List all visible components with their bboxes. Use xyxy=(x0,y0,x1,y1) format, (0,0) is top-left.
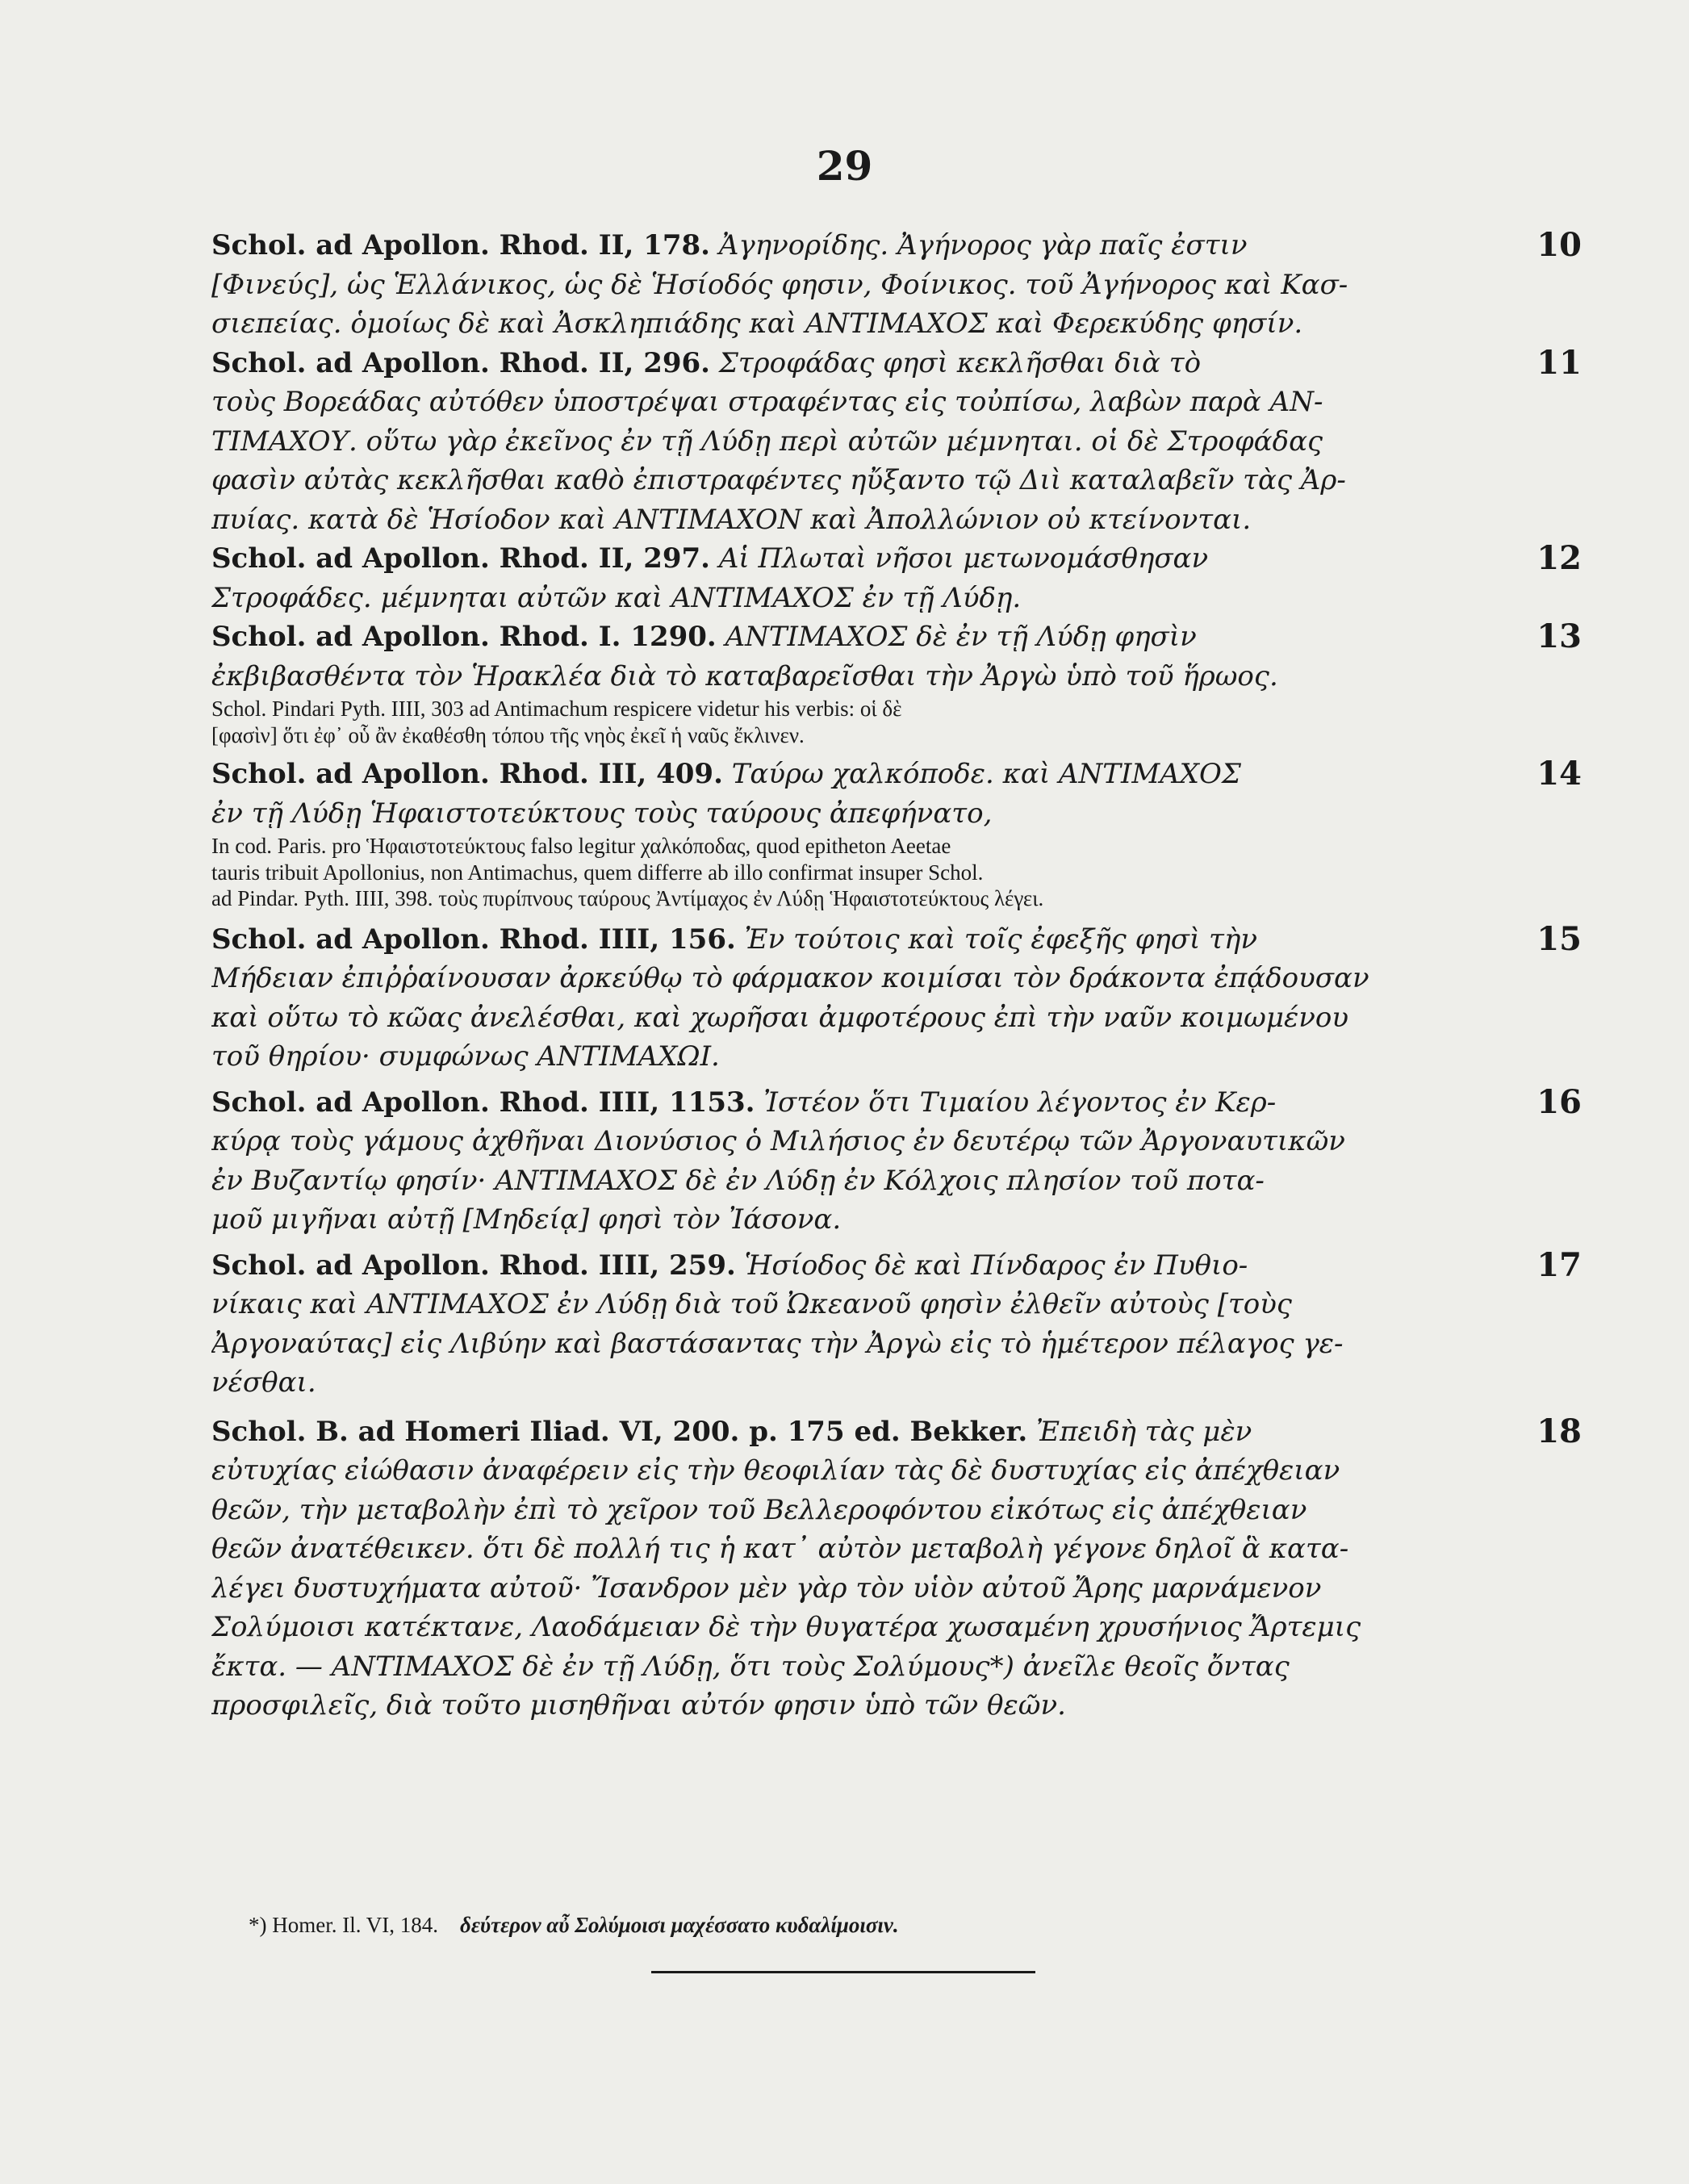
greek-text: ΤΙΜΑΧΟΥ. οὕτω γὰρ ἐκεῖνος ἐν τῇ Λύδῃ περὶ αὐτῶν μέμνηται. οἱ δὲ Στροφάδας xyxy=(211,425,1323,458)
greek-text: νίκαις καὶ ΑΝΤΙΜΑΧΟΣ ἐν Λύδῃ διὰ τοῦ Ὠκεανοῦ φησὶν ἐλθεῖν αὐτοὺς [τοὺς xyxy=(211,1288,1292,1320)
text-column xyxy=(211,226,1582,1726)
greek-text: Σολύμοισι κατέκτανε, Λαοδάμειαν δὲ τὴν θυγατέρα χωσαμένη χρυσήνιος Ἄρτεμις xyxy=(211,1611,1361,1643)
fragment-number: 15 xyxy=(1536,919,1582,958)
fragment-entry xyxy=(211,1412,1582,1726)
fragment-entry xyxy=(211,1245,1582,1403)
scholium-reference: Schol. ad Apollon. Rhod. III, 409. xyxy=(211,758,723,790)
fragment-number: 12 xyxy=(1536,539,1582,577)
fragment-entry xyxy=(211,755,1582,912)
greek-text: καὶ οὕτω τὸ κῶας ἀνελέσθαι, καὶ χωρῆσαι ἀμφοτέρους ἐπὶ τὴν ναῦν κοιμωμένου xyxy=(211,1001,1349,1034)
greek-text: λέγει δυστυχήματα αὐτοῦ· Ἴσανδρον μὲν γὰρ τὸν υἱὸν αὐτοῦ Ἄρης μαρνάμενον xyxy=(211,1571,1322,1605)
greek-text: σιεπείας. ὁμοίως δὲ καὶ Ἀσκληπιάδης καὶ ΑΝΤΙΜΑΧΟΣ καὶ Φερεκύδης φησίν. xyxy=(211,308,1303,340)
greek-text: κύρᾳ τοὺς γάμους ἀχθῆναι Διονύσιος ὁ Μιλήσιος ἐν δευτέρῳ τῶν Ἀργοναυτικῶν xyxy=(211,1125,1345,1157)
greek-text: φασὶν αὐτὰς κεκλῆσθαι καθὸ ἐπιστραφέντες ηὔξαντο τῷ Διὶ καταλαβεῖν τὰς Ἀρ- xyxy=(211,464,1346,496)
entry-line xyxy=(211,344,1535,383)
greek-text: πυίας. κατὰ δὲ Ἡσίοδον καὶ ΑΝΤΙΜΑΧΟΝ καὶ Ἀπολλώνιον οὐ κτείνονται. xyxy=(211,503,1252,536)
greek-text: Ἰστέον ὅτι Τιμαίου λέγοντος ἐν Κερ- xyxy=(763,1086,1277,1119)
greek-text: τοῦ θηρίου· συμφώνως ΑΝΤΙΜΑΧΩΙ. xyxy=(211,1040,720,1073)
greek-text: Ἐπειδὴ τὰς μὲν xyxy=(1036,1415,1252,1448)
editor-note: tauris tribuit Apollonius, non Antimachus, quem differre ab illo confirmat insuper Schol. xyxy=(211,860,984,885)
fragment-number: 11 xyxy=(1536,343,1582,382)
greek-text: ΑΝΤΙΜΑΧΟΣ δὲ ἐν τῇ Λύδῃ φησὶν xyxy=(725,621,1197,653)
greek-text: ἔκτα. — ΑΝΤΙΜΑΧΟΣ δὲ ἐν τῇ Λύδῃ, ὅτι τοὺς Σολύμους*) ἀνεῖλε θεοῖς ὄντας xyxy=(211,1650,1290,1683)
entry-line xyxy=(211,1412,1535,1452)
greek-text: ἐν Βυζαντίῳ φησίν· ΑΝΤΙΜΑΧΟΣ δὲ ἐν Λύδῃ ἐν Κόλχοις πλησίον τοῦ ποτα- xyxy=(211,1164,1265,1197)
greek-text: ἐν τῇ Λύδῃ Ἡφαιστοτεύκτους τοὺς ταύρους ἀπεφήνατο, xyxy=(211,797,993,830)
entry-line xyxy=(211,226,1535,266)
greek-text: Ἡσίοδος δὲ καὶ Πίνδαρος ἐν Πυθιο- xyxy=(744,1249,1248,1282)
entry-line xyxy=(211,539,1535,579)
greek-text: Στροφάδες. μέμνηται αὐτῶν καὶ ΑΝΤΙΜΑΧΟΣ ἐν τῇ Λύδῃ. xyxy=(211,581,1022,614)
greek-text: Ταύρω χαλκόποδε. καὶ ΑΝΤΙΜΑΧΟΣ xyxy=(731,758,1241,790)
entry-line xyxy=(211,1246,1535,1286)
greek-text: εὐτυχίας εἰώθασιν ἀναφέρειν εἰς τὴν θεοφιλίαν τὰς δὲ δυστυχίας εἰς ἀπέχθειαν xyxy=(211,1454,1340,1487)
entry-line xyxy=(211,1083,1535,1123)
editor-note: [φασὶν] ὅτι ἐφ᾽ οὗ ἂν ἐκαθέσθη τόπου τῆς νηὸς ἐκεῖ ἡ ναῦς ἔκλινεν. xyxy=(211,722,805,747)
greek-text: τοὺς Βορεάδας αὐτόθεν ὑποστρέψαι στραφέντας εἰς τοὐπίσω, λαβὼν παρὰ ΑΝ- xyxy=(211,386,1323,418)
fragment-number: 18 xyxy=(1536,1412,1582,1450)
greek-text: Ἀργοναύτας] εἰς Λιβύην καὶ βαστάσαντας τὴν Ἀργὼ εἰς τὸ ἡμέτερον πέλαγος γε- xyxy=(211,1327,1344,1360)
scholium-reference: Schol. ad Apollon. Rhod. IIII, 259. xyxy=(211,1249,736,1282)
fragment-number: 17 xyxy=(1536,1245,1582,1284)
scholium-reference: Schol. ad Apollon. Rhod. II, 296. xyxy=(211,346,711,379)
scholium-reference: Schol. ad Apollon. Rhod. II, 178. xyxy=(211,229,711,261)
greek-text: Ἀγηνορίδης. Ἀγήνορος γὰρ παῖς ἐστιν xyxy=(718,229,1248,261)
greek-text: Μήδειαν ἐπιῤῥαίνουσαν ἀρκεύθῳ τὸ φάρμακον κοιμίσαι τὸν δράκοντα ἐπᾴδουσαν xyxy=(211,962,1369,994)
scholium-reference: Schol. B. ad Homeri Iliad. VI, 200. p. 175 ed. Bekker. xyxy=(211,1415,1028,1448)
fragment-entry xyxy=(211,226,1582,344)
footnote-reference: *) Homer. Il. VI, 184. xyxy=(249,1913,438,1937)
editor-note: ad Pindar. Pyth. IIII, 398. τοὺς πυρίπνους ταύρους Ἀντίμαχος ἐν Λύδῃ Ἡφαιστοτεύκτους λέγει. xyxy=(211,886,1044,910)
footer-rule xyxy=(651,1971,1035,1973)
fragment-number: 14 xyxy=(1536,755,1582,793)
entry-line xyxy=(211,617,1535,657)
fragment-entry xyxy=(211,617,1582,748)
greek-text: θεῶν, τὴν μεταβολὴν ἐπὶ τὸ χεῖρον τοῦ Βελλεροφόντου εἰκότως εἰς ἀπέχθειαν xyxy=(211,1493,1307,1526)
fragment-entry xyxy=(211,919,1582,1077)
page-number: 29 xyxy=(816,142,873,190)
greek-text: νέσθαι. xyxy=(211,1366,316,1399)
scholium-reference: Schol. ad Apollon. Rhod. IIII, 156. xyxy=(211,923,736,956)
greek-text: Στροφάδας φησὶ κεκλῆσθαι διὰ τὸ xyxy=(718,346,1202,379)
footnote-text: δεύτερον αὖ Σολύμοισι μαχέσσατο κυδαλίμοισιν. xyxy=(459,1913,899,1937)
editor-note: Schol. Pindari Pyth. IIII, 303 ad Antimachum respicere videtur his verbis: οἱ δὲ xyxy=(211,697,902,721)
editor-note: In cod. Paris. pro Ἡφαιστοτεύκτους falso legitur χαλκόποδας, quod epitheton Aeetae xyxy=(211,834,951,858)
entry-line xyxy=(211,920,1535,960)
greek-text: προσφιλεῖς, διὰ τοῦτο μισηθῆναι αὐτόν φησιν ὑπὸ τῶν θεῶν. xyxy=(211,1689,1066,1722)
greek-text: Ἐν τούτοις καὶ τοῖς ἐφεξῆς φησὶ τὴν xyxy=(744,923,1257,956)
greek-text: Αἱ Πλωταὶ νῆσοι μετωνομάσθησαν xyxy=(718,542,1209,575)
scholium-reference: Schol. ad Apollon. Rhod. IIII, 1153. xyxy=(211,1086,755,1119)
greek-text: [Φινεύς], ὡς Ἑλλάνικος, ὡς δὲ Ἡσίοδός φησιν, Φοίνικος. τοῦ Ἀγήνορος καὶ Κασ- xyxy=(211,268,1348,301)
greek-text: θεῶν ἀνατέθεικεν. ὅτι δὲ πολλή τις ἡ κατ᾽ αὐτὸν μεταβολὴ γέγονε δηλοῖ ἃ κατα- xyxy=(211,1533,1349,1565)
entry-line xyxy=(211,755,1535,794)
fragment-number: 13 xyxy=(1536,617,1582,655)
scholium-reference: Schol. ad Apollon. Rhod. II, 297. xyxy=(211,542,711,575)
footnote xyxy=(249,1913,1459,1938)
fragment-number: 10 xyxy=(1536,226,1582,264)
greek-text: ἐκβιβασθέντα τὸν Ἡρακλέα διὰ τὸ καταβαρεῖσθαι τὴν Ἀργὼ ὑπὸ τοῦ ἥρωος. xyxy=(211,659,1278,692)
greek-text: μοῦ μιγῆναι αὐτῇ [Μηδείᾳ] φησὶ τὸν Ἰάσονα. xyxy=(211,1203,842,1236)
scholium-reference: Schol. ad Apollon. Rhod. I. 1290. xyxy=(211,621,717,653)
fragment-entry xyxy=(211,343,1582,540)
fragment-entry xyxy=(211,1082,1582,1240)
fragment-entry xyxy=(211,539,1582,617)
fragment-number: 16 xyxy=(1536,1082,1582,1121)
